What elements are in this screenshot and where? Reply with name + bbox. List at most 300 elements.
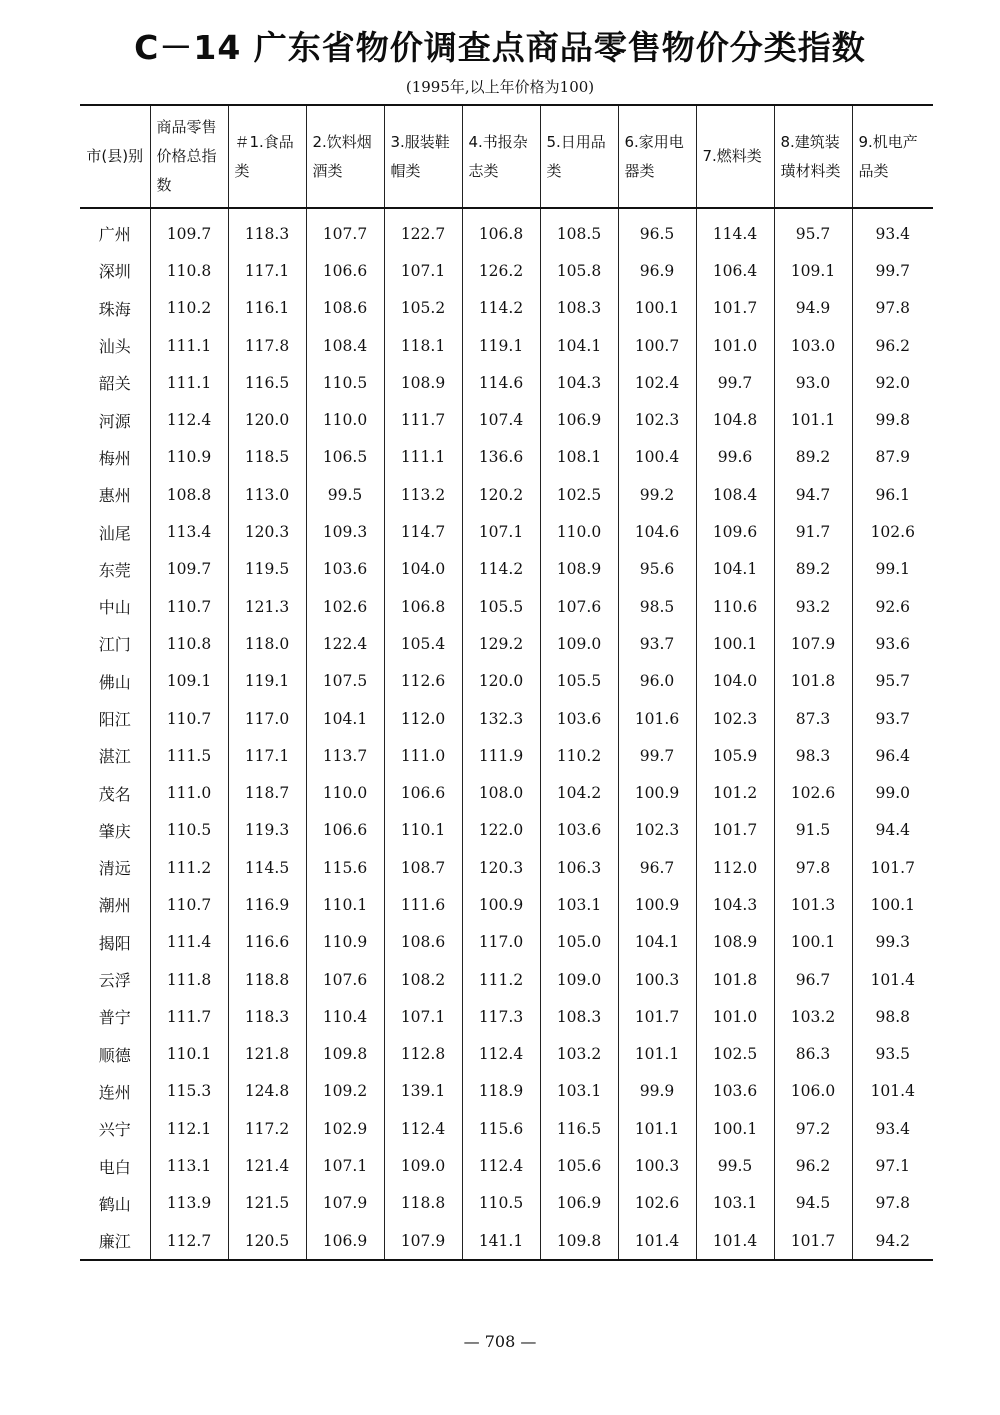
index-value-cell: 119.1 — [462, 327, 540, 364]
index-value-cell: 97.2 — [774, 1110, 852, 1147]
index-value-cell: 111.4 — [150, 924, 228, 961]
index-value-cell: 113.2 — [384, 476, 462, 513]
index-value-cell: 96.7 — [774, 961, 852, 998]
index-value-cell: 110.5 — [462, 1185, 540, 1222]
index-value-cell: 103.1 — [540, 886, 618, 923]
column-header: 市(县)别 — [80, 105, 150, 208]
index-value-cell: 106.6 — [384, 774, 462, 811]
index-value-cell: 100.9 — [618, 774, 696, 811]
index-value-cell: 94.2 — [852, 1222, 933, 1260]
index-value-cell: 119.3 — [228, 812, 306, 849]
table-row — [80, 1185, 933, 1222]
index-value-cell: 110.1 — [150, 1036, 228, 1073]
index-value-cell: 110.4 — [306, 998, 384, 1035]
region-name-cell: 湛江 — [98, 747, 131, 767]
index-value-cell: 110.0 — [540, 513, 618, 550]
index-value-cell: 118.5 — [228, 439, 306, 476]
index-value-cell: 89.2 — [774, 439, 852, 476]
index-value-cell: 100.1 — [852, 886, 933, 923]
index-value-cell: 110.2 — [150, 290, 228, 327]
index-value-cell: 108.0 — [462, 774, 540, 811]
index-value-cell: 102.5 — [540, 476, 618, 513]
index-value-cell: 94.7 — [774, 476, 852, 513]
index-value-cell: 106.8 — [462, 208, 540, 252]
index-value-cell: 101.7 — [618, 998, 696, 1035]
index-value-cell: 109.6 — [696, 513, 774, 550]
index-value-cell: 100.1 — [774, 924, 852, 961]
index-value-cell: 103.6 — [540, 812, 618, 849]
index-value-cell: 107.6 — [306, 961, 384, 998]
index-value-cell: 104.1 — [696, 551, 774, 588]
index-value-cell: 96.2 — [852, 327, 933, 364]
index-value-cell: 99.9 — [618, 1073, 696, 1110]
index-value-cell: 101.7 — [852, 849, 933, 886]
region-name-cell: 江门 — [98, 635, 131, 655]
region-name-cell: 连州 — [98, 1082, 131, 1102]
index-value-cell: 104.8 — [696, 401, 774, 438]
table-row — [80, 252, 933, 289]
index-value-cell: 111.5 — [150, 737, 228, 774]
index-value-cell: 107.1 — [384, 998, 462, 1035]
index-value-cell: 107.6 — [540, 588, 618, 625]
index-value-cell: 100.1 — [696, 625, 774, 662]
table-row — [80, 998, 933, 1035]
region-name-cell: 电白 — [98, 1157, 131, 1177]
index-value-cell: 108.7 — [384, 849, 462, 886]
table-row — [80, 1110, 933, 1147]
index-value-cell: 91.5 — [774, 812, 852, 849]
index-value-cell: 114.4 — [696, 208, 774, 252]
index-value-cell: 110.5 — [150, 812, 228, 849]
column-header: 7.燃料类 — [696, 105, 774, 208]
column-header: 商品零售价格总指数 — [150, 105, 228, 208]
index-value-cell: 101.4 — [618, 1222, 696, 1260]
index-value-cell: 106.5 — [306, 439, 384, 476]
index-value-cell: 106.6 — [306, 252, 384, 289]
index-value-cell: 101.2 — [696, 774, 774, 811]
index-value-cell: 96.2 — [774, 1147, 852, 1184]
region-name-cell: 云浮 — [98, 971, 131, 991]
index-value-cell: 112.8 — [384, 1036, 462, 1073]
table-row — [80, 1147, 933, 1184]
index-value-cell: 97.1 — [852, 1147, 933, 1184]
region-name-cell: 汕尾 — [98, 523, 131, 543]
index-value-cell: 111.7 — [384, 401, 462, 438]
index-value-cell: 126.2 — [462, 252, 540, 289]
index-value-cell: 118.8 — [228, 961, 306, 998]
index-value-cell: 118.3 — [228, 208, 306, 252]
column-header: 4.书报杂志类 — [462, 105, 540, 208]
index-value-cell: 103.6 — [540, 700, 618, 737]
table-row — [80, 886, 933, 923]
index-value-cell: 109.8 — [540, 1222, 618, 1260]
index-value-cell: 122.4 — [306, 625, 384, 662]
index-value-cell: 118.3 — [228, 998, 306, 1035]
page-title: C－14 广东省物价调查点商品零售物价分类指数 — [134, 28, 866, 67]
index-value-cell: 102.3 — [618, 812, 696, 849]
index-value-cell: 104.0 — [696, 663, 774, 700]
index-value-cell: 115.3 — [150, 1073, 228, 1110]
index-value-cell: 101.0 — [696, 998, 774, 1035]
index-value-cell: 132.3 — [462, 700, 540, 737]
index-value-cell: 91.7 — [774, 513, 852, 550]
index-value-cell: 99.5 — [306, 476, 384, 513]
index-value-cell: 114.5 — [228, 849, 306, 886]
index-value-cell: 105.0 — [540, 924, 618, 961]
index-value-cell: 92.6 — [852, 588, 933, 625]
index-value-cell: 92.0 — [852, 364, 933, 401]
index-value-cell: 94.4 — [852, 812, 933, 849]
index-value-cell: 112.1 — [150, 1110, 228, 1147]
index-value-cell: 99.1 — [852, 551, 933, 588]
index-value-cell: 108.4 — [696, 476, 774, 513]
region-name-cell: 鹤山 — [98, 1194, 131, 1214]
table-row — [80, 663, 933, 700]
index-value-cell: 117.2 — [228, 1110, 306, 1147]
index-value-cell: 109.8 — [306, 1036, 384, 1073]
table-row — [80, 1222, 933, 1260]
region-name-cell: 韶关 — [98, 374, 131, 394]
index-value-cell: 101.0 — [696, 327, 774, 364]
index-value-cell: 111.7 — [150, 998, 228, 1035]
index-value-cell: 93.5 — [852, 1036, 933, 1073]
index-value-cell: 96.4 — [852, 737, 933, 774]
index-value-cell: 99.5 — [696, 1147, 774, 1184]
table-row — [80, 1073, 933, 1110]
index-value-cell: 103.1 — [696, 1185, 774, 1222]
index-value-cell: 102.3 — [696, 700, 774, 737]
index-value-cell: 98.8 — [852, 998, 933, 1035]
index-value-cell: 93.2 — [774, 588, 852, 625]
index-value-cell: 105.6 — [540, 1147, 618, 1184]
index-value-cell: 108.3 — [540, 290, 618, 327]
index-value-cell: 99.7 — [852, 252, 933, 289]
index-value-cell: 93.0 — [774, 364, 852, 401]
index-value-cell: 117.3 — [462, 998, 540, 1035]
index-value-cell: 111.2 — [150, 849, 228, 886]
index-value-cell: 112.4 — [462, 1147, 540, 1184]
index-value-cell: 110.8 — [150, 625, 228, 662]
index-value-cell: 115.6 — [306, 849, 384, 886]
index-value-cell: 111.0 — [384, 737, 462, 774]
index-value-cell: 101.1 — [774, 401, 852, 438]
index-value-cell: 109.2 — [306, 1073, 384, 1110]
region-name-cell: 河源 — [98, 411, 131, 431]
index-value-cell: 95.6 — [618, 551, 696, 588]
index-value-cell: 103.0 — [774, 327, 852, 364]
index-value-cell: 109.0 — [540, 625, 618, 662]
table-row — [80, 737, 933, 774]
index-value-cell: 112.4 — [384, 1110, 462, 1147]
index-value-cell: 102.6 — [306, 588, 384, 625]
index-value-cell: 114.2 — [462, 551, 540, 588]
index-value-cell: 104.3 — [540, 364, 618, 401]
index-value-cell: 86.3 — [774, 1036, 852, 1073]
index-value-cell: 99.2 — [618, 476, 696, 513]
index-value-cell: 104.1 — [540, 327, 618, 364]
index-value-cell: 108.8 — [150, 476, 228, 513]
index-value-cell: 110.2 — [540, 737, 618, 774]
table-row — [80, 401, 933, 438]
index-value-cell: 120.0 — [462, 663, 540, 700]
index-value-cell: 101.6 — [618, 700, 696, 737]
index-value-cell: 98.5 — [618, 588, 696, 625]
index-value-cell: 107.1 — [462, 513, 540, 550]
table-row — [80, 1036, 933, 1073]
index-value-cell: 106.0 — [774, 1073, 852, 1110]
table-row — [80, 551, 933, 588]
index-value-cell: 96.5 — [618, 208, 696, 252]
index-value-cell: 110.7 — [150, 886, 228, 923]
index-value-cell: 100.7 — [618, 327, 696, 364]
table-row — [80, 700, 933, 737]
index-value-cell: 105.5 — [540, 663, 618, 700]
index-value-cell: 106.6 — [306, 812, 384, 849]
index-value-cell: 112.7 — [150, 1222, 228, 1260]
index-value-cell: 109.0 — [540, 961, 618, 998]
index-value-cell: 95.7 — [852, 663, 933, 700]
index-value-cell: 101.4 — [696, 1222, 774, 1260]
table-row — [80, 588, 933, 625]
index-value-cell: 109.7 — [150, 208, 228, 252]
index-value-cell: 109.1 — [150, 663, 228, 700]
index-value-cell: 102.4 — [618, 364, 696, 401]
index-value-cell: 118.7 — [228, 774, 306, 811]
index-value-cell: 110.1 — [306, 886, 384, 923]
column-header: 2.饮料烟酒类 — [306, 105, 384, 208]
table-row — [80, 849, 933, 886]
index-value-cell: 102.6 — [852, 513, 933, 550]
region-name-cell: 惠州 — [98, 486, 131, 506]
index-value-cell: 111.2 — [462, 961, 540, 998]
index-value-cell: 101.4 — [852, 1073, 933, 1110]
index-value-cell: 101.8 — [696, 961, 774, 998]
index-value-cell: 111.8 — [150, 961, 228, 998]
region-name-cell: 顺德 — [98, 1045, 131, 1065]
index-value-cell: 108.5 — [540, 208, 618, 252]
index-value-cell: 99.3 — [852, 924, 933, 961]
index-value-cell: 117.0 — [462, 924, 540, 961]
index-value-cell: 119.1 — [228, 663, 306, 700]
index-value-cell: 120.2 — [462, 476, 540, 513]
index-value-cell: 110.9 — [150, 439, 228, 476]
index-value-cell: 99.7 — [618, 737, 696, 774]
index-value-cell: 120.3 — [462, 849, 540, 886]
region-name-cell: 潮州 — [98, 896, 131, 916]
index-value-cell: 104.1 — [618, 924, 696, 961]
index-value-cell: 103.2 — [774, 998, 852, 1035]
index-value-cell: 107.1 — [384, 252, 462, 289]
region-name-cell: 珠海 — [98, 299, 131, 319]
index-value-cell: 120.0 — [228, 401, 306, 438]
index-value-cell: 99.8 — [852, 401, 933, 438]
index-value-cell: 122.7 — [384, 208, 462, 252]
region-name-cell: 梅州 — [98, 448, 131, 468]
index-value-cell: 107.9 — [384, 1222, 462, 1260]
region-name-cell: 阳江 — [98, 710, 131, 729]
index-value-cell: 101.3 — [774, 886, 852, 923]
index-value-cell: 96.9 — [618, 252, 696, 289]
table-row — [80, 290, 933, 327]
index-value-cell: 99.7 — [696, 364, 774, 401]
column-header: 3.服装鞋帽类 — [384, 105, 462, 208]
index-value-cell: 107.5 — [306, 663, 384, 700]
index-value-cell: 112.0 — [696, 849, 774, 886]
index-value-cell: 93.4 — [852, 208, 933, 252]
index-value-cell: 105.9 — [696, 737, 774, 774]
index-value-cell: 108.9 — [540, 551, 618, 588]
index-value-cell: 129.2 — [462, 625, 540, 662]
index-value-cell: 111.9 — [462, 737, 540, 774]
index-value-cell: 106.9 — [540, 401, 618, 438]
index-value-cell: 116.1 — [228, 290, 306, 327]
index-value-cell: 110.9 — [306, 924, 384, 961]
index-value-cell: 93.6 — [852, 625, 933, 662]
index-value-cell: 107.9 — [306, 1185, 384, 1222]
table-row — [80, 774, 933, 811]
index-value-cell: 101.7 — [696, 290, 774, 327]
index-value-cell: 93.7 — [618, 625, 696, 662]
index-value-cell: 102.3 — [618, 401, 696, 438]
index-value-cell: 100.1 — [696, 1110, 774, 1147]
index-value-cell: 110.7 — [150, 588, 228, 625]
table-row — [80, 327, 933, 364]
index-value-cell: 106.9 — [540, 1185, 618, 1222]
table-header-row — [80, 105, 933, 208]
region-name-cell: 兴宁 — [98, 1120, 131, 1140]
index-value-cell: 121.3 — [228, 588, 306, 625]
index-value-cell: 102.5 — [696, 1036, 774, 1073]
index-value-cell: 111.1 — [384, 439, 462, 476]
index-value-cell: 110.0 — [306, 774, 384, 811]
region-name-cell: 深圳 — [98, 262, 131, 282]
index-value-cell: 120.3 — [228, 513, 306, 550]
index-value-cell: 105.5 — [462, 588, 540, 625]
index-value-cell: 97.8 — [852, 1185, 933, 1222]
index-value-cell: 118.8 — [384, 1185, 462, 1222]
index-value-cell: 114.2 — [462, 290, 540, 327]
index-value-cell: 87.3 — [774, 700, 852, 737]
region-name-cell: 肇庆 — [98, 821, 131, 841]
region-name-cell: 揭阳 — [98, 933, 131, 953]
region-name-cell: 茂名 — [98, 784, 131, 804]
index-value-cell: 87.9 — [852, 439, 933, 476]
index-value-cell: 104.3 — [696, 886, 774, 923]
region-name-cell: 清远 — [98, 859, 131, 879]
index-value-cell: 119.5 — [228, 551, 306, 588]
index-value-cell: 113.1 — [150, 1147, 228, 1184]
index-value-cell: 104.0 — [384, 551, 462, 588]
table-row — [80, 812, 933, 849]
index-value-cell: 113.9 — [150, 1185, 228, 1222]
index-value-cell: 105.8 — [540, 252, 618, 289]
region-name-cell: 汕头 — [98, 337, 131, 357]
index-value-cell: 110.0 — [306, 401, 384, 438]
index-value-cell: 114.6 — [462, 364, 540, 401]
index-value-cell: 115.6 — [462, 1110, 540, 1147]
index-value-cell: 107.4 — [462, 401, 540, 438]
column-header: 6.家用电器类 — [618, 105, 696, 208]
index-value-cell: 100.4 — [618, 439, 696, 476]
index-value-cell: 111.6 — [384, 886, 462, 923]
table-body — [80, 208, 933, 1260]
index-value-cell: 101.1 — [618, 1036, 696, 1073]
index-value-cell: 102.6 — [774, 774, 852, 811]
table-row — [80, 961, 933, 998]
table-row — [80, 208, 933, 252]
index-value-cell: 103.6 — [306, 551, 384, 588]
index-value-cell: 100.3 — [618, 1147, 696, 1184]
index-value-cell: 121.4 — [228, 1147, 306, 1184]
index-value-cell: 101.4 — [852, 961, 933, 998]
index-value-cell: 108.2 — [384, 961, 462, 998]
index-value-cell: 116.6 — [228, 924, 306, 961]
index-value-cell: 96.7 — [618, 849, 696, 886]
index-value-cell: 105.2 — [384, 290, 462, 327]
index-value-cell: 107.7 — [306, 208, 384, 252]
index-value-cell: 106.4 — [696, 252, 774, 289]
index-value-cell: 97.8 — [774, 849, 852, 886]
index-value-cell: 111.1 — [150, 327, 228, 364]
index-value-cell: 121.5 — [228, 1185, 306, 1222]
table-row — [80, 924, 933, 961]
index-value-cell: 108.1 — [540, 439, 618, 476]
index-value-cell: 101.1 — [618, 1110, 696, 1147]
table-row — [80, 364, 933, 401]
index-value-cell: 103.2 — [540, 1036, 618, 1073]
index-value-cell: 100.1 — [618, 290, 696, 327]
index-value-cell: 111.0 — [150, 774, 228, 811]
index-value-cell: 116.5 — [540, 1110, 618, 1147]
index-value-cell: 120.5 — [228, 1222, 306, 1260]
index-value-cell: 93.7 — [852, 700, 933, 737]
index-value-cell: 108.3 — [540, 998, 618, 1035]
column-header: 9.机电产品类 — [852, 105, 933, 208]
index-value-cell: 100.3 — [618, 961, 696, 998]
index-value-cell: 109.3 — [306, 513, 384, 550]
index-value-cell: 113.7 — [306, 737, 384, 774]
index-value-cell: 121.8 — [228, 1036, 306, 1073]
index-value-cell: 113.0 — [228, 476, 306, 513]
region-name-cell: 普宁 — [98, 1008, 131, 1028]
region-name-cell: 廉江 — [80, 1222, 150, 1260]
index-value-cell: 104.2 — [540, 774, 618, 811]
index-value-cell: 104.6 — [618, 513, 696, 550]
index-value-cell: 106.8 — [384, 588, 462, 625]
index-value-cell: 112.4 — [462, 1036, 540, 1073]
index-value-cell: 99.6 — [696, 439, 774, 476]
table-row — [80, 439, 933, 476]
index-value-cell: 110.8 — [150, 252, 228, 289]
index-value-cell: 124.8 — [228, 1073, 306, 1110]
index-value-cell: 109.1 — [774, 252, 852, 289]
index-value-cell: 96.1 — [852, 476, 933, 513]
region-name-cell: 广州 — [98, 225, 131, 245]
column-header: 8.建筑装璜材料类 — [774, 105, 852, 208]
index-value-cell: 107.9 — [774, 625, 852, 662]
index-value-cell: 94.5 — [774, 1185, 852, 1222]
index-value-cell: 113.4 — [150, 513, 228, 550]
index-value-cell: 108.4 — [306, 327, 384, 364]
index-value-cell: 111.1 — [150, 364, 228, 401]
index-value-cell: 116.9 — [228, 886, 306, 923]
table-row — [80, 513, 933, 550]
region-name-cell: 东莞 — [98, 560, 131, 580]
index-value-cell: 102.9 — [306, 1110, 384, 1147]
column-header: ＃1.食品类 — [228, 105, 306, 208]
index-value-cell: 109.7 — [150, 551, 228, 588]
index-value-cell: 102.6 — [618, 1185, 696, 1222]
